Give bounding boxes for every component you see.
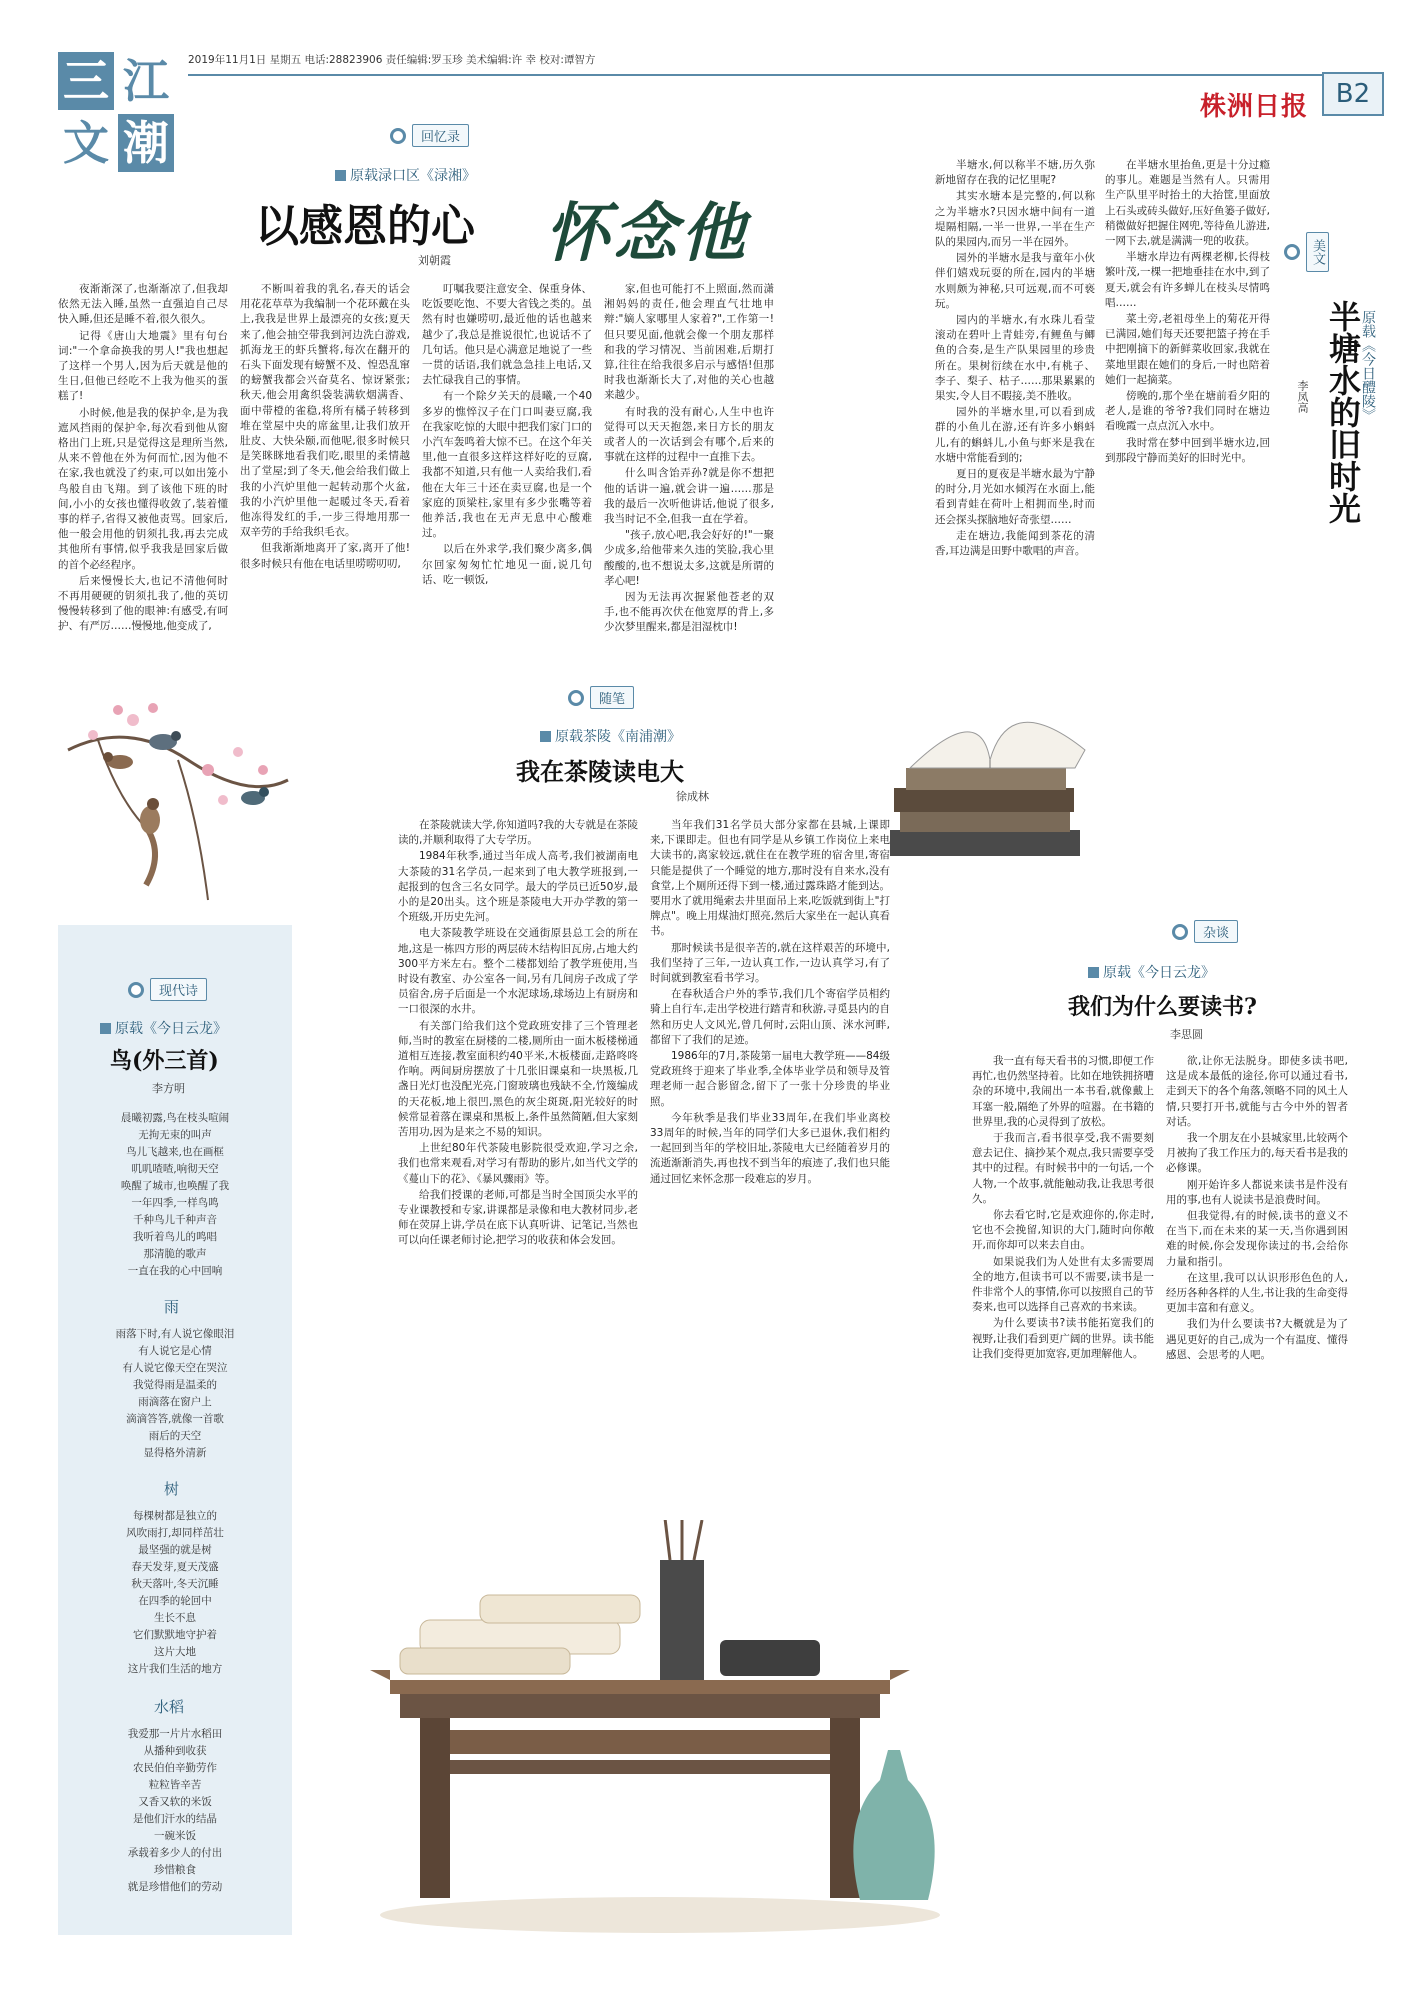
tag-label: 回忆录 xyxy=(412,124,469,147)
bullet-icon xyxy=(128,982,144,998)
poem-line: 千种鸟儿千种声音 xyxy=(133,1214,217,1226)
poem-line: 最坚强的就是树 xyxy=(138,1544,212,1556)
poem-stanza xyxy=(70,1326,280,1462)
paragraph: 叮嘱我要注意安全、保重身体、吃饭要吃饱、不要大省钱之类的。虽然有时也嫌唠叨,最近他的话也越来越少了,我总是推说很忙,也说话不了几句话。他只是心满意足地说了一些一贯的话语,我们就急急挂上电话,又去忙碌我自己的事情。 xyxy=(422,283,592,387)
tag-label: 美文 xyxy=(1306,232,1329,272)
poem-line: 风吹雨打,却同样茁壮 xyxy=(126,1527,224,1539)
poem-stanza xyxy=(70,1110,280,1280)
tag-label: 现代诗 xyxy=(150,978,207,1001)
paragraph: 傍晚的,那个坐在塘前看夕阳的老人,是谁的爷爷?我们同时在塘边看晚霞一点点沉入水中。 xyxy=(1105,390,1270,433)
paragraph: 但我觉得,有的时候,读书的意义不在当下,而在未来的某一天,当你遇到困难的时候,你会发现你读过的书,会给你力量和指引。 xyxy=(1166,1210,1348,1268)
headline-calligraphy: 怀念他 xyxy=(545,196,749,271)
paragraph: 我们为什么要读书?大概就是为了遇见更好的自己,成为一个有温度、懂得感恩、会思考的人吧。 xyxy=(1166,1318,1348,1361)
article-column xyxy=(58,282,228,672)
paragraph: 因为无法再次握紧他苍老的双手,也不能再次伏在他宽厚的背上,多少次梦里醒来,都是泪湿枕巾! xyxy=(604,591,774,634)
paragraph: 当年我们31名学员大部分家都在县城,上课即来,下课即走。但也有同学是从乡镇工作岗位上来电大读书的,离家较远,就住在在教学班的宿舍里,寄宿只能是提供了一个睡觉的地方,那时没有自来水,没有食堂,上个厕所还得下到一楼,通过露珠路才能到达。要用水了就用绳索去井里面吊上来,吃饭就到街上"打牌点"。晚上用煤油灯照亮,然后大家坐在一起认真看书。 xyxy=(650,819,890,938)
article-column xyxy=(1166,1054,1348,1934)
paragraph: 但我渐渐地离开了家,离开了他!很多时候只有他在电话里唠唠叨叨, xyxy=(240,542,410,570)
poem-line: 是他们汗水的结晶 xyxy=(133,1813,217,1825)
poem-line: 我觉得雨是温柔的 xyxy=(133,1379,217,1391)
books-illustration xyxy=(870,660,1110,880)
paragraph: 夏日的夏夜是半塘水最为宁静的时分,月光如水倾泻在水面上,能看到青蛙在荷叶上相拥而坐,时而还会探头探脑地好奇张望…… xyxy=(935,468,1095,526)
paragraph: 园外的半塘水里,可以看到成群的小鱼儿在游,还有许多小蝌蚪儿,有的蝌蚪儿,小鱼与虾米是我在水塘中常能看到的; xyxy=(935,406,1095,464)
header-divider xyxy=(188,74,1328,76)
paragraph: 家,但也可能打不上照面,然而潇湘妈妈的责任,他会理直气壮地申辩:"嫡人家哪里人家着?",工作第一!但只要见面,他就会像一个朋友那样和我的学习情况、当前困难,后期打算,往往在给我很多启示与感悟!但那时我也渐渐长大了,对他的关心也越来越少。 xyxy=(604,283,774,402)
section-logo xyxy=(58,52,176,176)
paragraph: 如果说我们为人处世有太多需要周全的地方,但读书可以不需要,读书是一件非常个人的事情,你可以按照自己的节奏来,也可以选择自己喜欢的书来读。 xyxy=(972,1255,1154,1314)
poem-stanza xyxy=(70,1726,280,1896)
poem-line: 春天发芽,夏天茂盛 xyxy=(131,1561,219,1573)
column-tag xyxy=(568,686,634,709)
poem-stanza xyxy=(70,1508,280,1678)
square-icon xyxy=(540,731,551,742)
poem-author: 李方明 xyxy=(152,1082,185,1095)
paragraph: 其实水塘本是完整的,何以称之为半塘水?只因水塘中间有一道堤隔相隔,一半一世界,一半在生产队的果园内,而另一半在园外。 xyxy=(935,190,1095,249)
paragraph: 菜土旁,老祖母坐上的菊花开得已满园,她们每天还要把篮子挎在手中把刚摘下的新鲜菜收回家,我就在菜地里跟在她们的身后,一时也陪着她们一起摘菜。 xyxy=(1105,313,1270,386)
article-column xyxy=(422,282,592,672)
paragraph: 在春秋适合户外的季节,我们几个寄宿学员相约骑上自行车,走出学校进行踏青和秋游,寻觅县内的自然和历史人文风光,曾几何时,云阳山顶、洣水河畔,都留下了我们的足迹。 xyxy=(650,988,890,1046)
article-source: 原载渌口区《渌湘》 xyxy=(335,165,476,185)
paragraph: 为什么要读书?读书能拓宽我们的视野,让我们看到更广阔的世界。读书能让我们变得更加宽容,更加理解他人。 xyxy=(972,1317,1154,1360)
column-tag xyxy=(1284,232,1329,272)
poem-line: 从播种到收获 xyxy=(143,1745,207,1757)
article-source: 原载《今日云龙》 xyxy=(1088,962,1215,982)
column-tag xyxy=(1172,920,1238,943)
paragraph: 小时候,他是我的保护伞,是为我遮风挡雨的保护伞,每次看到他从窗格出门上班,只是觉得这是理所当然,从来不曾他在外为何而忙,因为他不在家,我也就没了约束,可以如出笼小鸟般自由飞翔。到了该他下班的时间,小小的女孩也懂得收敛了,装着懂事的样子,省得又被他责骂。回家后,他一般会用他的钥须扎我,再去完成其他所有事情,似乎我我是回家后做的首个必经程序。 xyxy=(58,406,228,571)
paragraph: 以后在外求学,我们聚少离多,偶尔回家匆匆忙忙地见一面,说几句话、吃一顿饭, xyxy=(422,543,592,586)
paragraph: 有关部门给我们这个党政班安排了三个管理老师,当时的教室在厨楼的二楼,厕所由一面木板楼梯通道相互连接,教室面积约40平米,木板楼面,走路咚咚作响。两间厨房摆放了十几张旧课桌和一块黑板,几盏日光灯也没配光亮,门窗玻璃也残缺不全,竹篾编成的天花板,地上很凹,黑色的灰尘斑斑,阳光较好的时候常显着落在课桌和黑板上,条件虽然简陋,但大家刻苦用功,因为是来之不易的知识。 xyxy=(398,1019,638,1139)
paragraph: 1984年秋季,通过当年成人高考,我们被湖南电大茶陵的31名学员,一起来到了电大教学班报到,一起报到的包含三名女同学。最大的学员已近50岁,最小的是20出头。这个班是茶陵电大开办学教的第一个班级,开历史先河。 xyxy=(398,850,638,924)
poem-line: 雨滴落在窗户上 xyxy=(138,1396,212,1408)
article-column xyxy=(972,1054,1154,1934)
poem-line: 农民伯伯辛勤劳作 xyxy=(133,1762,217,1774)
article-author: 李凤高 xyxy=(1296,380,1309,413)
poem-line: 珍惜粮食 xyxy=(154,1864,196,1876)
paragraph: 在半塘水里抬鱼,更是十分过瘾的事儿。难题是当然有人。只需用生产队里平时抬土的大抬筐,里面放上石头或砖头做好,压好鱼篓子做好,稍微做好把握住网兜,等待鱼儿游进,一网下去,就是满满一兜的收获。 xyxy=(1105,159,1270,248)
paragraph: 刚开始许多人都说来读书是件没有用的事,也有人说读书是浪费时间。 xyxy=(1166,1178,1348,1206)
paragraph: 记得《唐山大地震》里有句台词:"一个拿命换我的男人!"我也想起了这样一个男人,因为后天就是他的生日,但他已经吃不上我为他买的蛋糕了! xyxy=(58,329,228,403)
poem-line: 有人说它是心情 xyxy=(138,1345,212,1357)
article-author: 徐成林 xyxy=(676,790,709,803)
poem-line: 叽叽喳喳,响彻天空 xyxy=(131,1163,219,1175)
poem-subtitle: 水稻 xyxy=(154,1698,185,1716)
poem-line: 唤醒了城市,也唤醒了我 xyxy=(120,1180,230,1192)
poem-line: 一年四季,一样鸟鸣 xyxy=(131,1197,219,1209)
poem-line: 每棵树都是独立的 xyxy=(133,1510,217,1522)
poem-line: 雨后的天空 xyxy=(148,1430,202,1442)
poem-title: 鸟(外三首) xyxy=(110,1048,219,1074)
poem-line: 这片我们生活的地方 xyxy=(127,1663,223,1675)
poem-line: 一直在我的心中回响 xyxy=(127,1265,223,1277)
column-tag xyxy=(128,978,207,1001)
paragraph: 走在塘边,我能闻到茶花的清香,耳边满是田野中歌唱的声音。 xyxy=(935,529,1095,558)
poem-line: 晨曦初露,鸟在枝头喧闹 xyxy=(120,1112,230,1124)
article-column xyxy=(240,282,410,672)
section-char: 江 xyxy=(123,54,169,108)
article-author: 刘朝霞 xyxy=(418,254,451,267)
tag-label: 随笔 xyxy=(590,686,634,709)
paragraph: 我时常在梦中回到半塘水边,回到那段宁静而美好的旧时光中。 xyxy=(1105,436,1270,464)
paragraph: 你去看它时,它是欢迎你的,你走时,它也不会挽留,知识的大门,随时向你敞开,而你却可以来去自由。 xyxy=(972,1209,1154,1252)
desk-scroll-illustration xyxy=(360,1520,960,1940)
article-author: 李思圆 xyxy=(1170,1028,1203,1041)
birds-illustration xyxy=(58,680,298,910)
paragraph: 在茶陵就读大学,你知道吗?我的大专就是在茶陵读的,并顺利取得了大专学历。 xyxy=(398,819,638,847)
tag-label: 杂谈 xyxy=(1194,920,1238,943)
paragraph: 电大茶陵教学班设在交通街原县总工会的所在地,这是一栋四方形的两层砖木结构旧瓦房,占地大约300平方米左右。整个二楼都划给了教学班使用,当时设有教室、办公室各一间,另有几间房子改成了学员宿舍,房子后面是一个水泥球场,球场边上有厨房和一口很深的水井。 xyxy=(398,927,638,1016)
paragraph: 夜渐渐深了,也渐渐凉了,但我却依然无法入睡,虽然一直强迫自己尽快入睡,但还是睡不着,很久很久。 xyxy=(58,283,228,326)
article-column xyxy=(1105,158,1270,648)
paragraph: 欲,让你无法脱身。即使多读书吧,这是成本最低的途径,你可以通过看书,走到天下的各个角落,领略不同的风土人情,只要打开书,就能与古今中外的智者对话。 xyxy=(1166,1055,1348,1128)
paragraph: 上世纪80年代茶陵电影院很受欢迎,学习之余,我们也常来观看,对学习有帮助的影片,如当代文学的《蔓山下的花》、《暴风骤雨》等。 xyxy=(398,1142,638,1185)
poem-line: 有人说它像天空在哭泣 xyxy=(122,1362,228,1374)
page-number: B2 xyxy=(1322,72,1384,116)
issue-info: 2019年11月1日 星期五 电话:28823906 责任编辑:罗玉珍 美术编辑:许 幸 校对:谭智方 xyxy=(188,54,596,66)
poem-line: 秋天落叶,冬天沉睡 xyxy=(131,1578,219,1590)
article-column xyxy=(650,818,890,1478)
paragraph: 在这里,我可以认识形形色色的人,经历各种各样的人生,书让我的生命变得更加丰富和有意义。 xyxy=(1166,1271,1348,1315)
poem-line: 雨落下时,有人说它像眼泪 xyxy=(115,1328,235,1340)
poem-line: 鸟儿飞越来,也在画框 xyxy=(126,1146,224,1158)
poem-subtitle: 雨 xyxy=(164,1298,180,1316)
paragraph: 半塘水岸边有两棵老柳,长得枝繁叶茂,一棵一把地垂挂在水中,到了夏天,就会有许多蝉儿在枝头尽情鸣唱…… xyxy=(1105,251,1270,309)
section-char: 文 xyxy=(63,116,109,170)
square-icon xyxy=(100,1023,111,1034)
paragraph: 有一个除夕关天的晨曦,一个40多岁的憔悴汉子在门口叫妻豆腐,我在我家吃惊的大眼中把我们家门口的小汽车轰鸣着大惊不已。在这个年关里,他一直很多这样这样好吃的豆腐,我都不知道,只有他一人卖给我们,看他在大年三十还在卖豆腐,也是一个家庭的顶梁柱,家里有多少张嘴等着他养活,我也在无声无息中心酸难过。 xyxy=(422,390,592,540)
poem-line: 承载着多少人的付出 xyxy=(127,1847,223,1859)
article-column xyxy=(604,282,774,672)
paragraph: 有时我的没有耐心,人生中也许觉得可以天天抱怨,来日方长的朋友或者人的一次话到会有哪个,后来的事就在这样的过程中一直推下去。 xyxy=(604,405,774,464)
section-char: 三 xyxy=(58,52,114,110)
paragraph: 1986年的7月,茶陵第一届电大教学班——84级党政班终于迎来了毕业季,全体毕业学员和领导及管理老师一起合影留念,留下了一张十分珍贵的毕业照。 xyxy=(650,1050,890,1108)
paragraph: 今年秋季是我们毕业33周年,在我们毕业离校33周年的时候,当年的同学们大多已退休,我们相约一起回到当年的学校旧址,茶陵电大已经随着岁月的流逝渐渐消失,再也找不到当年的痕迹了,我们也只能通过回忆来怀念那一段难忘的岁月。 xyxy=(650,1111,890,1185)
poem-line: 就是珍惜他们的劳动 xyxy=(127,1881,223,1893)
article-headline: 以感恩的心 xyxy=(255,201,475,252)
square-icon xyxy=(1088,967,1099,978)
section-char: 潮 xyxy=(118,114,174,172)
poem-line: 显得格外清新 xyxy=(143,1447,207,1459)
paragraph: 园内的半塘水,有水珠儿看莹滚动在碧叶上青蛙旁,有鲤鱼与鲫鱼的合奏,是生产队果园里的珍贵所在。果树衍续在水中,有桃子、李子、梨子、枯子……那果累累的果实,令人目不暇接,美不胜收。 xyxy=(935,314,1095,403)
poem-line: 那清脆的歌声 xyxy=(143,1248,207,1260)
paragraph: 什么叫含饴弄孙?就是你不想把他的话讲一遍,就会讲一遍……那是我的最后一次听他讲话,他说了很多,我当时记不全,但我一直在学着。 xyxy=(604,467,774,526)
poem-source: 原载《今日云龙》 xyxy=(100,1018,227,1038)
poem-subtitle: 树 xyxy=(164,1480,180,1498)
bullet-icon xyxy=(1172,924,1188,940)
paragraph: 不断叫着我的乳名,春天的话会用花花草草为我编制一个花环戴在头上,我我是世界上最漂亮的女孩;夏天来了,他会抽空带我到河边洗白游戏,抓海龙王的虾兵蟹将,每次在翻开的石头下面发现有螃蟹不及、惶恐乱窜的螃蟹我都会兴奋莫名、惊讶紧张;秋天,他会用禽织袋装满软烟满香、面中带橙的雀稳,将所有橘子转移到堆在堂屋中央的席盆里,让我们放开肚皮、大快朵颐,而他呢,很多时候只是笑眯眯地看我们吃,眼里的柔情越出了堂屋;到了冬天,他会给我们做上我的小汽炉里他一起转动那个火盆,我的小汽炉里他一起暖过冬天,看着他冻得发红的手,一步三得地用那一双辛劳的手给我织毛衣。 xyxy=(240,283,410,539)
paragraph: 后来慢慢长大,也记不清他何时不再用硬硬的钥须扎我了,他的英切慢慢转移到了他的眼神:有感受,有呵护、有严厉……慢慢地,他变成了, xyxy=(58,574,228,633)
poem-line: 一碗米饭 xyxy=(154,1830,196,1842)
bullet-icon xyxy=(390,128,406,144)
paragraph: 我一直有每天看书的习惯,即便工作再忙,也仍然坚持着。比如在地铁拥挤嘈杂的环境中,我闹出一本书看,就像戴上耳塞一般,隔绝了外界的喧嚣。在书籍的世界里,我的心灵得到了放松。 xyxy=(972,1055,1154,1128)
paragraph: 园外的半塘水是我与童年小伙伴们嬉戏玩耍的所在,园内的半塘水则颇为神秘,只可远观,而不可亵玩。 xyxy=(935,252,1095,310)
poem-line: 在四季的轮回中 xyxy=(138,1595,212,1607)
poem-line: 又香又软的米饭 xyxy=(138,1796,212,1808)
poem-line: 滴滴答答,就像一首歌 xyxy=(126,1413,224,1425)
article-column xyxy=(398,818,638,1578)
paragraph: 给我们授课的老师,可都是当时全国顶尖水平的专业课教授和专家,讲课都是录像和电大教材同步,老师在荧屏上讲,学员在底下认真听讲、记笔记,当然也可以向任课老师讨论,把学习的收获和体会发回。 xyxy=(398,1188,638,1247)
poem-line: 我爱那一片片水稻田 xyxy=(127,1728,223,1740)
column-tag xyxy=(390,124,469,147)
article-column xyxy=(935,158,1095,648)
poem-line: 它们默默地守护着 xyxy=(133,1629,217,1641)
article-headline: 我在茶陵读电大 xyxy=(516,757,684,786)
poem-line: 这片大地 xyxy=(154,1646,196,1658)
bullet-icon xyxy=(568,690,584,706)
article-source: 原载《今日醴陵》 xyxy=(1360,310,1376,422)
poem-line: 无拘无束的叫声 xyxy=(138,1129,212,1141)
article-headline: 我们为什么要读书? xyxy=(1068,994,1257,1020)
paragraph: 我一个朋友在小县城家里,比较两个月被拘了我工作压力的,每天看书是我的必修课。 xyxy=(1166,1132,1348,1175)
paragraph: 于我而言,看书很享受,我不需要刻意去记住、摘抄某个观点,我只需要享受其中的过程。有时候书中的一句话,一个人物,一个故事,就能触动我,让我思考很久。 xyxy=(972,1132,1154,1205)
poem-line: 粒粒皆辛苦 xyxy=(148,1779,202,1791)
newspaper-logo: 株洲日报 xyxy=(1200,92,1309,122)
paragraph: 半塘水,何以称半不塘,历久弥新地留存在我的记忆里呢? xyxy=(935,159,1095,187)
paragraph: 那时候读书是很辛苦的,就在这样艰苦的环境中,我们坚持了三年,一边认真工作,一边认真学习,有了时间就到教室看书学习。 xyxy=(650,941,890,985)
article-source: 原载茶陵《南浦潮》 xyxy=(540,726,681,746)
article-headline: 半塘水的旧时光 xyxy=(1324,300,1362,524)
poem-line: 我听着鸟儿的鸣唱 xyxy=(133,1231,217,1243)
poem-line: 生长不息 xyxy=(154,1612,196,1624)
square-icon xyxy=(335,170,346,181)
bullet-icon xyxy=(1284,244,1300,260)
paragraph: "孩子,放心吧,我会好好的!"一聚少成多,给他带来久违的笑脸,我心里酸酸的,也不想说太多,这就是所谓的孝心吧! xyxy=(604,529,774,587)
